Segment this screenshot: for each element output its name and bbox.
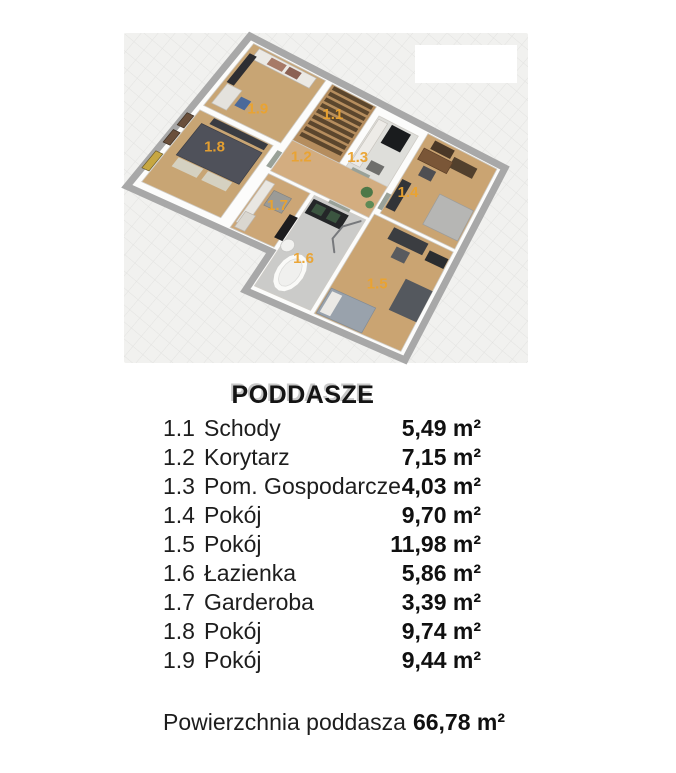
legend-row — [163, 646, 481, 675]
legend-row — [163, 559, 481, 588]
total-area-label: Powierzchnia poddasza — [163, 709, 406, 735]
room-label — [163, 646, 262, 675]
room-name: Pokój — [203, 531, 262, 557]
room-label-1.3: 1.3 — [347, 148, 369, 166]
legend-row — [163, 501, 481, 530]
total-area-line — [163, 709, 505, 736]
room-number: 1.8 — [163, 618, 195, 644]
room-number: 1.4 — [163, 502, 195, 528]
room-label — [163, 588, 314, 617]
room-number: 1.3 — [163, 473, 195, 499]
room-area: 5,49 m² — [401, 415, 481, 441]
room-name: Korytarz — [203, 444, 290, 470]
room-label — [163, 530, 262, 559]
room-label — [163, 472, 401, 501]
room-label-1.2: 1.2 — [290, 148, 312, 166]
room-label — [163, 617, 262, 646]
room-label-1.9: 1.9 — [247, 100, 269, 118]
room-area: 7,15 m² — [401, 444, 481, 470]
room-label — [163, 559, 296, 588]
room-legend — [163, 414, 481, 675]
room-label-1.7: 1.7 — [267, 197, 288, 214]
legend-row — [163, 617, 481, 646]
room-name: Garderoba — [203, 589, 314, 615]
room-name: Łazienka — [203, 560, 297, 586]
room-area: 9,44 m² — [401, 647, 481, 673]
room-label-1.8: 1.8 — [204, 138, 225, 156]
watermark-blank-box — [415, 45, 517, 83]
page-title: PODDASZE — [231, 381, 375, 409]
room-name: Pokój — [203, 647, 262, 673]
legend-row — [163, 472, 481, 501]
legend-row — [163, 443, 481, 472]
room-number: 1.7 — [163, 589, 195, 615]
legend-row — [163, 414, 481, 443]
room-name: Pokój — [203, 502, 262, 528]
room-area: 3,39 m² — [401, 589, 481, 615]
room-name: Pom. Gospodarcze — [203, 473, 401, 499]
room-area: 4,03 m² — [401, 473, 481, 499]
room-number: 1.6 — [163, 560, 195, 586]
room-area: 5,86 m² — [401, 560, 481, 586]
room-label — [163, 443, 290, 472]
room-label-1.1: 1.1 — [322, 106, 344, 123]
room-label — [163, 414, 281, 443]
room-area: 9,70 m² — [401, 502, 481, 528]
room-name: Schody — [203, 415, 281, 441]
legend-row — [163, 588, 481, 617]
room-number: 1.1 — [163, 415, 195, 441]
room-label-1.4: 1.4 — [397, 184, 419, 202]
total-area-value: 66,78 m² — [412, 709, 505, 735]
room-area: 9,74 m² — [401, 618, 481, 644]
room-label-1.6: 1.6 — [293, 250, 314, 267]
room-label — [163, 501, 262, 530]
legend-row — [163, 530, 481, 559]
room-area: 11,98 m² — [390, 531, 481, 557]
room-label-1.5: 1.5 — [366, 275, 388, 293]
room-number: 1.2 — [163, 444, 195, 470]
room-number: 1.9 — [163, 647, 195, 673]
room-number: 1.5 — [163, 531, 195, 557]
room-name: Pokój — [203, 618, 262, 644]
floorplan-3d-render — [124, 33, 528, 363]
